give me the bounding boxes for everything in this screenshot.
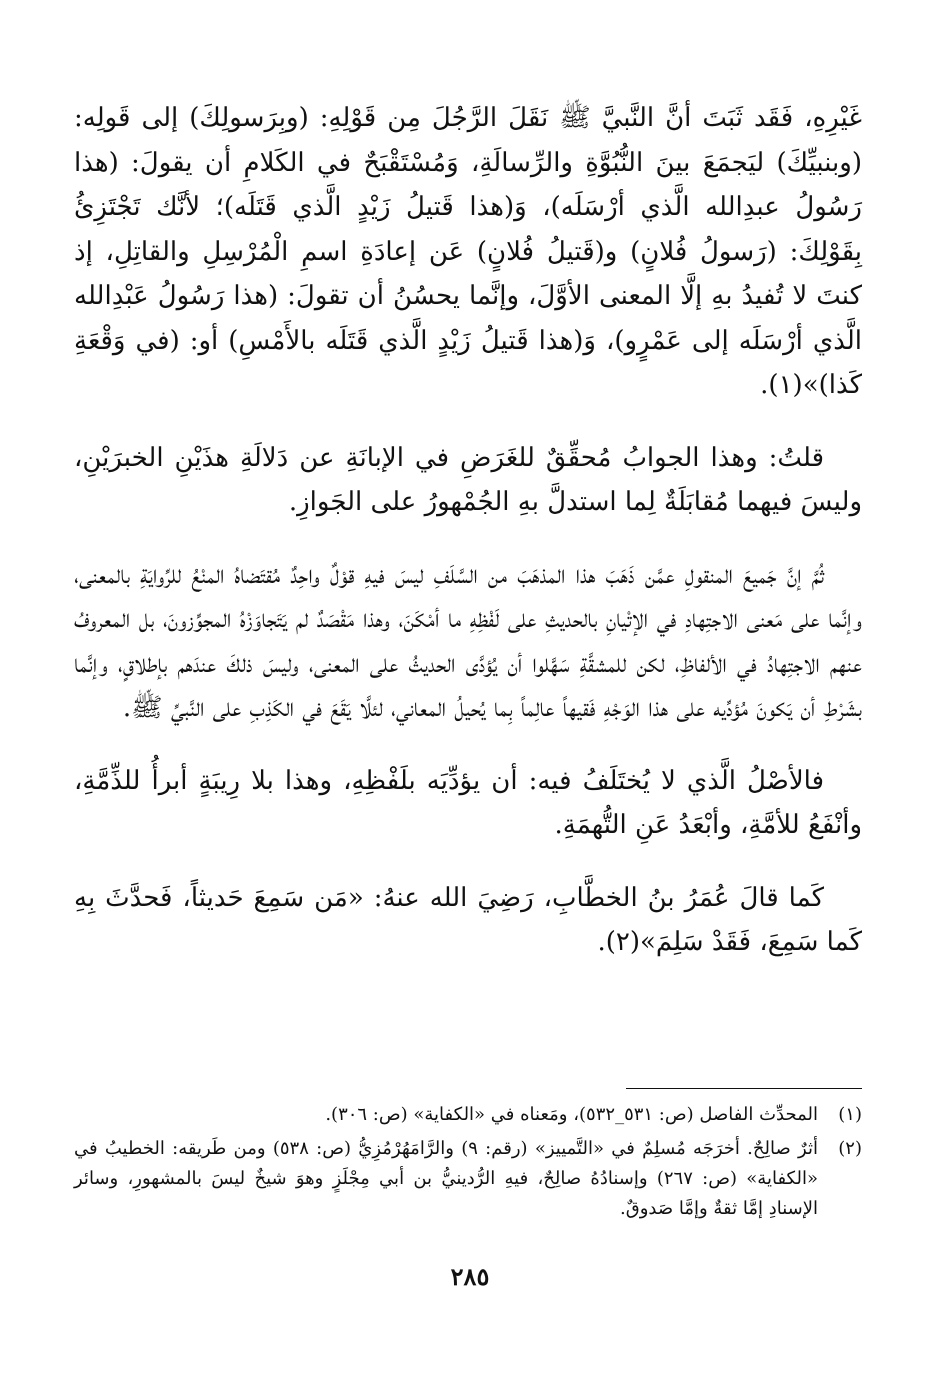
page-number: ٢٨٥ [450,1262,490,1291]
paragraph-1: غَيْرِهِ، فَقَد ثَبَتَ أنَّ النَّبيَّ ﷺ نَقَلَ الرَّجُلَ مِن قَوْلِهِ: (وبِرَسولِكَ) إلى قَولِه: (وبنبيِّكَ) ليَجمَعَ بينَ النُّبُوَّةِ والرِّسالَةِ، وَمُسْتَقْبَحٌ في الكَلامِ أن يقولَ: (هذا رَسُولُ عبدِالله الَّذي أرْسَلَه)، وَ(هذا قَتيلُ زَيْدٍ الَّذي قَتَلَه)؛ لأنَّك تَجْتَزِئُ بِقَوْلِكَ: (رَسولُ فُلانٍ) و(قَتيلُ فُلانٍ) عَن إعادَةِ اسمِ الْمُرْسِلِ والقاتِلِ، إذ كنتَ لا تُفيدُ بهِ إلَّا المعنى الأوَّلَ، وإنَّما يحسُنُ أن تقولَ: (هذا رَسُولُ عَبْدِالله الَّذي أرْسَلَه إلى عَمْرٍو)، وَ(هذا قَتيلُ زَيْدٍ الَّذي قَتَلَه بالأَمْسِ) أو: (في وَقْعَةِ كَذا)»(١). [74,103,862,400]
footnote-separator [626,1088,862,1089]
paragraph-2: قلتُ: وهذا الجوابُ مُحقِّقٌ للغَرَضِ في الإبانَةِ عن دَلالَةِ هذَيْنِ الخبرَيْنِ، وليسَ فيهما مُقابَلَةٌ لِما استدلَّ بهِ الجُمْهورُ على الجَوازِ. [74,442,862,517]
footnotes [74,1100,862,1228]
footnote-number: (٢) [838,1138,862,1159]
footnote-text: أثرٌ صالِحٌ. أخرَجَه مُسلِمٌ في «التَّمييز» (رقم: ٩) والرَّامَهُرْمُزِيُّ (ص: ٥٣٨) ومن طَريقه: الخطيبُ في «الكفاية» (ص: ٢٦٧) وإسنادُهُ صالِحٌ، فيهِ الرُّدينيُّ بن أبي مِجْلَزٍ وهوَ شيخٌ ليسَ بالمشهورِ، وسائر الإسنادِ إمَّا ثقةٌ وإمَّا صَدوقٌ. [74,1138,818,1219]
footnote-1 [74,1100,862,1130]
footnote-number: (١) [838,1104,862,1125]
paragraph-5: كَما قالَ عُمَرُ بنُ الخطَّابِ، رَضِيَ الله عنهُ: «مَن سَمِعَ حَديثاً، فَحدَّثَ بِهِ كَما سَمِعَ، فَقَدْ سَلِمَ»(٢). [74,882,862,957]
footnote-text: المحدِّث الفاصل (ص: ٥٣١_٥٣٢)، ومَعناه في «الكفاية» (ص: ٣٠٦). [325,1104,818,1125]
main-text [74,96,862,965]
paragraph-4: فالأصْلُ الَّذي لا يُختَلَفُ فيه: أن يؤدِّيَه بلَفْظِهِ، وهذا بلا رِيبَةٍ أبرأُ للذِّمَّةِ، وأنْفَعُ للأمَّةِ، وأبْعَدُ عَنِ التُّهمَةِ. [74,765,862,840]
paragraph-3: ثُمَّ إنَّ جَميعَ المنقولِ عمَّن ذَهَبَ هذا المذهَبَ من السَّلَفِ ليسَ فيهِ قوْلٌ واحِدٌ مُقتَضاهُ المنْعُ للرِّوايَةِ بالمعنى، وإنَّما على مَعنى الاجتِهادِ في الإتْيانِ بالحديثِ على لَفْظِهِ ما أمْكَنَ، وهذا مَقْصَدٌ لم يَتَجاوَزْهُ المجوِّزونَ، بل المعروفُ عنهم الاجتِهادُ في الألفاظِ، لكن للمشقَّةِ سَهَّلوا أن يُؤدَّى الحديثُ على المعنى، وليسَ ذلكَ عندَهم بإطلاقٍ، وإنَّما بشَرْطِ أن يَكونَ مُؤدِّيه على هذا الوَجْهِ فَقيهاً عالِماً بِما يُحيلُ المعاني، لئلَّا يَقَعَ في الكَذِبِ على النَّبيِّ ﷺ. [74,559,862,723]
footnote-2 [74,1134,862,1224]
